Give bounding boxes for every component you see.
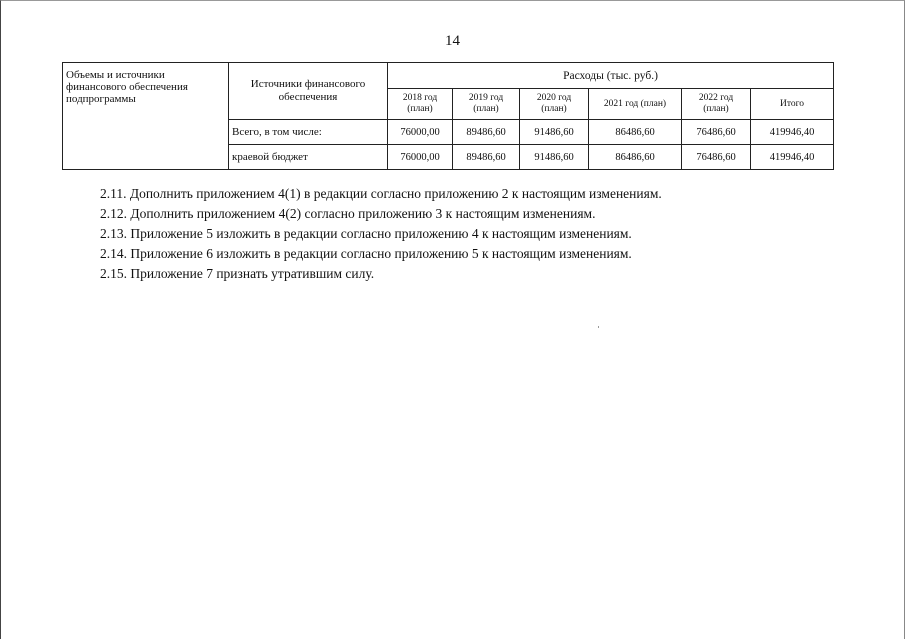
list-item: 2.11. Дополнить приложением 4(1) в редакции согласно приложению 2 к настоящим изменениям. [100, 186, 662, 201]
year-header: 2021 год (план) [589, 89, 682, 120]
row-name: краевой бюджет [229, 145, 388, 170]
financing-table [62, 62, 834, 170]
list-item: 2.13. Приложение 5 изложить в редакции согласно приложению 4 к настоящим изменениям. [100, 226, 632, 241]
subprogram-funding-label: Объемы и источники финансового обеспечения подпрограммы [63, 63, 229, 170]
table-cell: 91486,60 [520, 120, 589, 145]
table-cell: 76486,60 [682, 120, 751, 145]
total-header: Итого [751, 89, 834, 120]
scan-speck [598, 326, 599, 328]
table-cell: 76486,60 [682, 145, 751, 170]
table-cell: 76000,00 [388, 120, 453, 145]
list-item: 2.14. Приложение 6 изложить в редакции согласно приложению 5 к настоящим изменениям. [100, 246, 632, 261]
year-header: 2022 год (план) [682, 89, 751, 120]
expenses-header: Расходы (тыс. руб.) [388, 63, 834, 89]
year-header: 2018 год (план) [388, 89, 453, 120]
table-cell: 419946,40 [751, 145, 834, 170]
list-item: 2.12. Дополнить приложением 4(2) согласно приложению 3 к настоящим изменениям. [100, 206, 596, 221]
row-name: Всего, в том числе: [229, 120, 388, 145]
table-cell: 86486,60 [589, 120, 682, 145]
year-header: 2019 год (план) [453, 89, 520, 120]
table-cell: 91486,60 [520, 145, 589, 170]
table-cell: 86486,60 [589, 145, 682, 170]
amendment-list [100, 184, 662, 284]
table-cell: 89486,60 [453, 145, 520, 170]
list-item: 2.15. Приложение 7 признать утратившим силу. [100, 266, 375, 281]
year-header: 2020 год (план) [520, 89, 589, 120]
table-cell: 419946,40 [751, 120, 834, 145]
table-cell: 89486,60 [453, 120, 520, 145]
table-cell: 76000,00 [388, 145, 453, 170]
page-number: 14 [445, 33, 460, 49]
sources-header: Источники финансового обеспечения [229, 63, 388, 120]
